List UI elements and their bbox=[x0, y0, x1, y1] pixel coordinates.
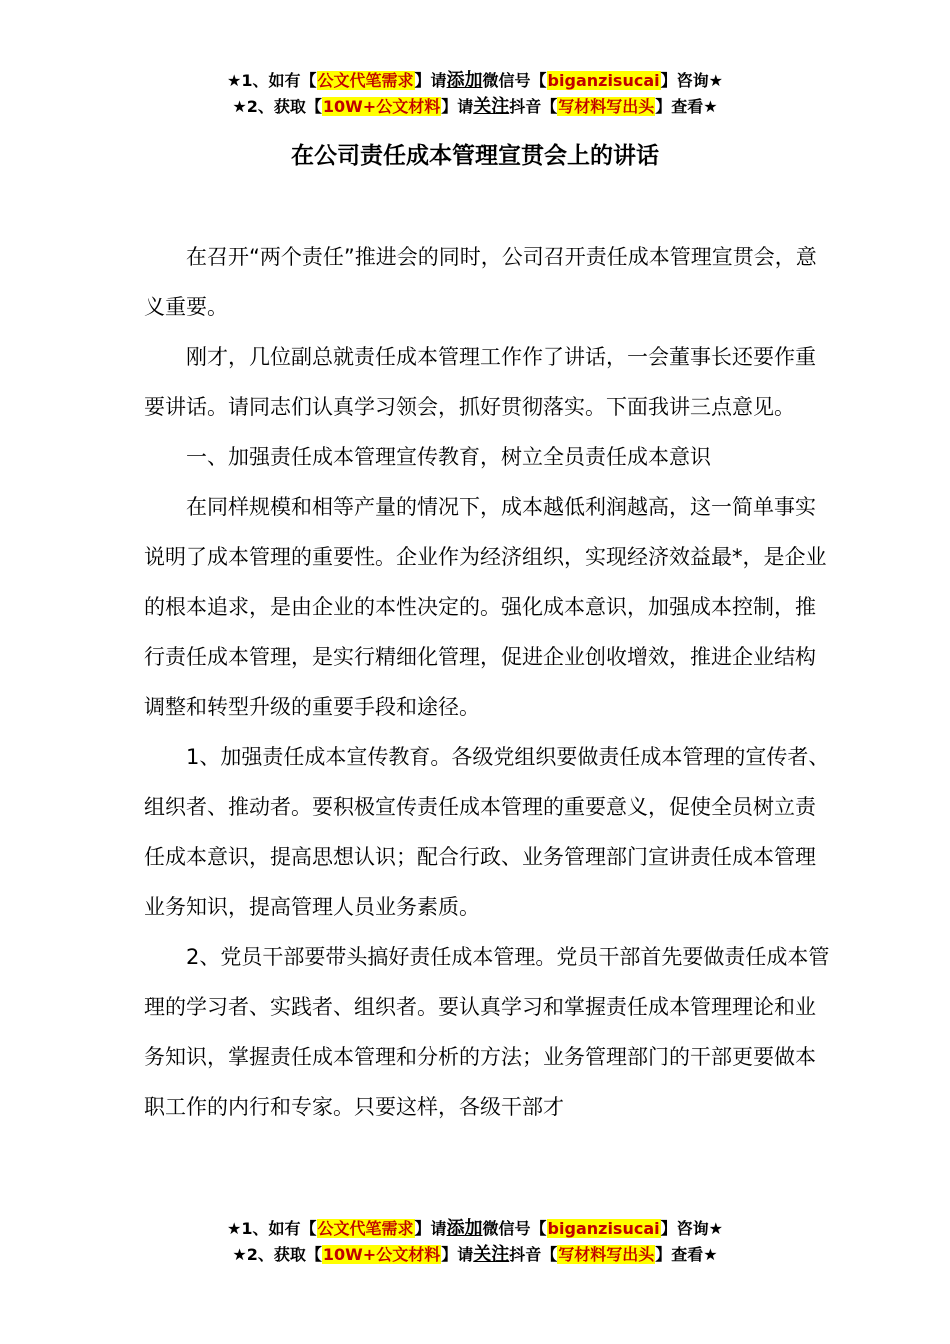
section-heading: 一、加强责任成本管理宣传教育，树立全员责任成本意识 bbox=[186, 445, 711, 469]
banner-highlight: 10W+公文材料 bbox=[322, 1245, 441, 1264]
document-title: 在公司责任成本管理宣贯会上的讲话 bbox=[291, 143, 659, 169]
banner-highlight: biganzisucai bbox=[547, 1219, 660, 1238]
header-banner bbox=[0, 68, 950, 120]
banner-text: 微信号【 bbox=[482, 71, 547, 90]
banner-line-2 bbox=[0, 94, 950, 120]
banner-highlight: biganzisucai bbox=[547, 71, 660, 90]
footer-banner bbox=[0, 1216, 950, 1268]
paragraph: 刚才，几位副总就责任成本管理工作作了讲话，一会董事长还要作重要讲话。请同志们认真学习领会，抓好贯彻落实。下面我讲三点意见。 bbox=[144, 345, 816, 419]
banner-highlight: 写材料写出头 bbox=[558, 97, 655, 116]
banner-text: 】请 bbox=[414, 1219, 447, 1238]
banner-text: 抖音【 bbox=[509, 97, 558, 116]
banner-emphasis: 添加 bbox=[446, 1218, 483, 1239]
banner-text: 】请 bbox=[441, 1245, 474, 1264]
banner-text: 】咨询★ bbox=[660, 71, 723, 90]
banner-emphasis: 关注 bbox=[473, 96, 510, 117]
banner-emphasis: 添加 bbox=[446, 70, 483, 91]
banner-text: ★2、获取【 bbox=[232, 1245, 322, 1264]
banner-text: ★1、如有【 bbox=[227, 1219, 317, 1238]
banner-line-1 bbox=[0, 68, 950, 94]
banner-highlight: 公文代笔需求 bbox=[317, 71, 414, 90]
banner-text: 】查看★ bbox=[655, 1245, 718, 1264]
paragraph: 在召开“两个责任”推进会的同时，公司召开责任成本管理宣贯会，意义重要。 bbox=[144, 245, 817, 319]
banner-text: ★2、获取【 bbox=[232, 97, 322, 116]
banner-text: 】查看★ bbox=[655, 97, 718, 116]
document-body bbox=[144, 232, 830, 1132]
banner-text: 】咨询★ bbox=[660, 1219, 723, 1238]
paragraph: 在同样规模和相等产量的情况下，成本越低利润越高，这一简单事实说明了成本管理的重要性。企业作为经济组织，实现经济效益最*，是企业的根本追求，是由企业的本性决定的。强化成本意识，加强成本控制，推行责任成本管理，是实行精细化管理，促进企业创收增效，推进企业结构调整和转型升级的重要手段和途径。 bbox=[144, 495, 827, 719]
banner-text: 】请 bbox=[441, 97, 474, 116]
paragraph: 2、党员干部要带头搞好责任成本管理。党员干部首先要做责任成本管理的学习者、实践者、组织者。要认真学习和掌握责任成本管理理论和业务知识，掌握责任成本管理和分析的方法；业务管理部门的干部更要做本职工作的内行和专家。只要这样，各级干部才 bbox=[144, 945, 830, 1119]
banner-text: ★1、如有【 bbox=[227, 71, 317, 90]
banner-text: 】请 bbox=[414, 71, 447, 90]
banner-text: 抖音【 bbox=[509, 1245, 558, 1264]
paragraph: 1、加强责任成本宣传教育。各级党组织要做责任成本管理的宣传者、组织者、推动者。要积极宣传责任成本管理的重要意义，促使全员树立责任成本意识，提高思想认识；配合行政、业务管理部门宣讲责任成本管理业务知识，提高管理人员业务素质。 bbox=[144, 745, 830, 919]
banner-text: 微信号【 bbox=[482, 1219, 547, 1238]
banner-highlight: 10W+公文材料 bbox=[322, 97, 441, 116]
banner-highlight: 公文代笔需求 bbox=[317, 1219, 414, 1238]
banner-line-1 bbox=[0, 1216, 950, 1242]
banner-line-2 bbox=[0, 1242, 950, 1268]
banner-highlight: 写材料写出头 bbox=[558, 1245, 655, 1264]
banner-emphasis: 关注 bbox=[473, 1244, 510, 1265]
